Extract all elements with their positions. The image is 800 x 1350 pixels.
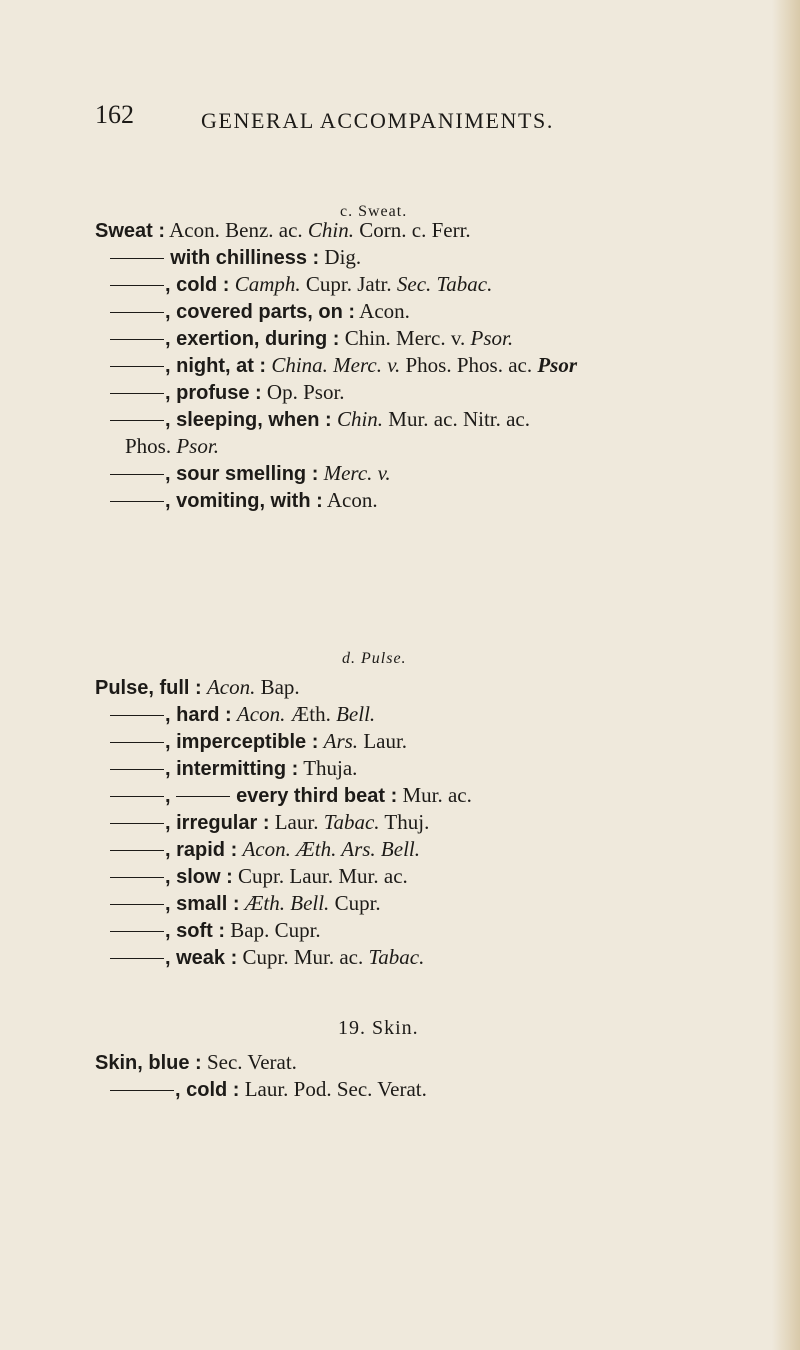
ditto-dash xyxy=(110,715,164,716)
entry-sweat-profuse xyxy=(110,379,345,405)
entry-remedies: Mur. ac. xyxy=(402,783,472,807)
entry-head: Sweat : xyxy=(95,220,166,242)
entry-remedies-cont: Æth. xyxy=(285,702,337,726)
page-header xyxy=(95,100,655,140)
ditto-dash xyxy=(110,474,164,475)
entry-head: Pulse, full : xyxy=(95,677,202,699)
entry-head: , small : xyxy=(165,893,240,915)
section-title-sweat: c. Sweat. xyxy=(340,203,408,220)
entry-remedies-cont: Phos. Phos. ac. xyxy=(400,353,538,377)
entry-remedies: Thuja. xyxy=(303,756,358,780)
entry-sweat-exertion xyxy=(110,325,513,351)
section-title-skin: 19. Skin. xyxy=(338,1017,419,1039)
entry-head: , intermitting : xyxy=(165,758,299,780)
section-title-pulse: d. Pulse. xyxy=(342,650,407,667)
entry-sweat xyxy=(95,217,471,243)
entry-sweat-sleeping xyxy=(110,406,530,432)
entry-pulse-irregular xyxy=(110,809,429,835)
entry-skin-cold xyxy=(110,1076,427,1102)
entry-head-comma: , xyxy=(165,785,171,807)
entry-sweat-vomiting xyxy=(110,487,378,513)
entry-remedies-italic: Ars. xyxy=(323,729,359,753)
entry-head: with chilliness : xyxy=(170,247,320,269)
entry-remedies: Acon. Benz. ac. xyxy=(169,218,308,242)
ditto-dash xyxy=(110,823,164,824)
ditto-dash xyxy=(110,958,164,959)
entry-sweat-cold xyxy=(110,271,492,297)
ditto-dash xyxy=(110,366,164,367)
entry-remedies-cont: Cupr. xyxy=(329,891,381,915)
entry-head: Skin, blue : xyxy=(95,1052,202,1074)
entry-remedies: Acon. xyxy=(326,488,378,512)
entry-remedies-cont: Thuj. xyxy=(379,810,430,834)
entry-remedies-italic-2: Psor xyxy=(537,353,578,377)
entry-head: , imperceptible : xyxy=(165,731,319,753)
entry-pulse-weak xyxy=(110,944,424,970)
entry-remedies-cont: Bap. xyxy=(255,675,300,699)
entry-pulse-rapid xyxy=(110,836,420,862)
entry-pulse-intermitting xyxy=(110,755,357,781)
entry-head: , night, at : xyxy=(165,355,267,377)
ditto-dash xyxy=(110,850,164,851)
entry-remedies-cont: Corn. c. Ferr. xyxy=(354,218,471,242)
entry-sweat-chilliness xyxy=(110,244,361,270)
entry-remedies-italic: Æth. Bell. xyxy=(244,891,330,915)
entry-remedies-italic: China. Merc. v. xyxy=(271,353,401,377)
entry-remedies-italic: Acon. Æth. Ars. Bell. xyxy=(242,837,420,861)
entry-head: , vomiting, with : xyxy=(165,490,323,512)
ditto-dash xyxy=(110,877,164,878)
entry-remedies: Op. Psor. xyxy=(266,380,345,404)
entry-sweat-covered-parts xyxy=(110,298,410,324)
entry-head: , profuse : xyxy=(165,382,262,404)
entry-head: , cold : xyxy=(165,274,230,296)
entry-remedies-italic: Chin. xyxy=(307,218,354,242)
ditto-dash xyxy=(110,796,164,797)
entry-sweat-sleeping-cont xyxy=(125,433,219,459)
entry-remedies-italic: Acon. xyxy=(206,675,256,699)
entry-remedies: Acon. xyxy=(359,299,410,323)
entry-pulse-soft xyxy=(110,917,321,943)
ditto-dash xyxy=(110,1090,174,1091)
entry-head: every third beat : xyxy=(236,785,398,807)
entry-pulse-imperceptible xyxy=(110,728,407,754)
page-edge-shadow xyxy=(772,0,800,1350)
page-number: 162 xyxy=(95,100,134,129)
entry-remedies: Chin. Merc. v. xyxy=(344,326,471,350)
entry-remedies-italic: Merc. v. xyxy=(323,461,391,485)
entry-remedies-italic: Psor. xyxy=(470,326,514,350)
entry-pulse-full xyxy=(95,674,300,700)
ditto-dash xyxy=(110,393,164,394)
entry-remedies-italic: Tabac. xyxy=(323,810,380,834)
entry-head: , cold : xyxy=(175,1079,240,1101)
ditto-dash xyxy=(110,931,164,932)
entry-remedies-italic-2: Bell. xyxy=(336,702,376,726)
ditto-dash xyxy=(110,312,164,313)
entry-remedies-cont: Cupr. Jatr. xyxy=(300,272,397,296)
ditto-dash xyxy=(110,769,164,770)
entry-remedies: Laur. Pod. Sec. Verat. xyxy=(244,1077,427,1101)
entry-remedies: Phos. xyxy=(125,434,177,458)
entry-remedies: Dig. xyxy=(324,245,362,269)
entry-head: , sour smelling : xyxy=(165,463,319,485)
entry-remedies-italic: Camph. xyxy=(234,272,301,296)
ditto-dash xyxy=(110,420,164,421)
entry-remedies-cont: Mur. ac. Nitr. ac. xyxy=(383,407,531,431)
entry-remedies-italic: Tabac. xyxy=(368,945,425,969)
running-title: GENERAL ACCOMPANIMENTS. xyxy=(201,108,554,133)
entry-pulse-slow xyxy=(110,863,408,889)
entry-head: , soft : xyxy=(165,920,225,942)
entry-remedies-italic: Psor. xyxy=(176,434,219,458)
entry-sweat-night xyxy=(110,352,577,378)
entry-pulse-every-third-beat xyxy=(110,782,472,808)
entry-head: , rapid : xyxy=(165,839,238,861)
entry-head: , covered parts, on : xyxy=(165,301,356,323)
entry-pulse-hard xyxy=(110,701,375,727)
entry-skin-blue xyxy=(95,1049,297,1075)
ditto-dash xyxy=(110,339,164,340)
entry-remedies: Cupr. Laur. Mur. ac. xyxy=(238,864,408,888)
ditto-dash xyxy=(110,742,164,743)
ditto-dash xyxy=(110,904,164,905)
ditto-dash xyxy=(110,285,164,286)
entry-head: , sleeping, when : xyxy=(165,409,332,431)
entry-pulse-small xyxy=(110,890,381,916)
entry-head: , hard : xyxy=(165,704,232,726)
entry-remedies-italic-2: Sec. Tabac. xyxy=(396,272,493,296)
entry-remedies-italic: Acon. xyxy=(236,702,286,726)
entry-remedies-italic: Chin. xyxy=(336,407,384,431)
entry-remedies: Sec. Verat. xyxy=(206,1050,297,1074)
ditto-dash-2 xyxy=(176,796,230,797)
entry-head: , irregular : xyxy=(165,812,270,834)
entry-head: , exertion, during : xyxy=(165,328,340,350)
entry-remedies: Bap. Cupr. xyxy=(230,918,321,942)
ditto-dash xyxy=(110,258,164,259)
entry-remedies: Cupr. Mur. ac. xyxy=(242,945,369,969)
entry-remedies: Laur. xyxy=(274,810,324,834)
entry-head: , weak : xyxy=(165,947,238,969)
entry-sweat-sour xyxy=(110,460,391,486)
entry-head: , slow : xyxy=(165,866,233,888)
ditto-dash xyxy=(110,501,164,502)
entry-remedies-cont: Laur. xyxy=(358,729,408,753)
